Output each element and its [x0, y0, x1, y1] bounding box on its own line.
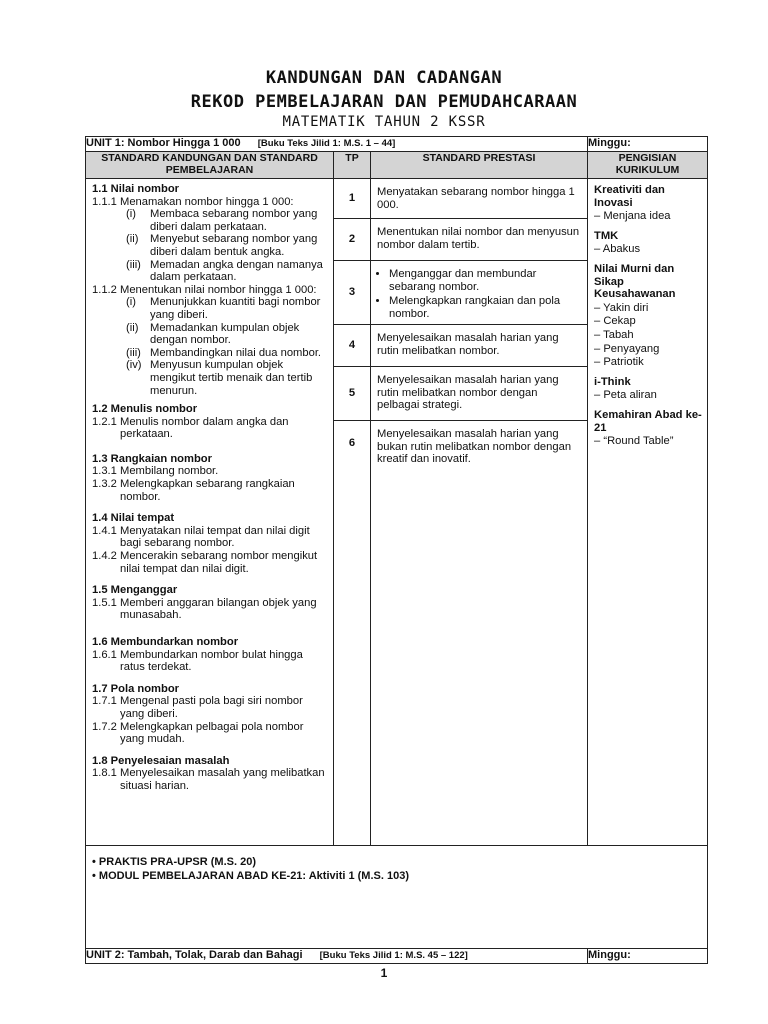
sp-item: 1.2.1 Menulis nombor dalam angka dan perkataan.: [92, 415, 289, 441]
pk-column: [588, 179, 708, 846]
sp-descriptor: Menyelesaikan masalah harian yang rutin melibatkan nombor.: [371, 325, 587, 367]
sp-item: 1.1.1 Menamakan nombor hingga 1 000:: [92, 195, 294, 208]
sp-item: 1.3.2 Melengkapkan sebarang rangkaian nombor.: [92, 478, 295, 503]
sp-subitem: (i) Menunjukkan kuantiti bagi nombor yang diberi.: [126, 296, 321, 321]
document-title: KANDUNGAN DAN CADANGAN: [265, 68, 503, 88]
pk-heading: Kemahiran Abad ke-21: [594, 408, 702, 434]
col-header-sp: STANDARD PRESTASI: [371, 152, 588, 179]
unit1-minggu: Minggu:: [588, 137, 708, 152]
col-header-tp: TP: [334, 152, 371, 179]
sp-bullet: • Melengkapkan rangkaian dan pola nombor.: [389, 295, 581, 320]
sp-bullet: • Menganggar dan membundar sebarang nombor.: [389, 268, 581, 293]
pk-item: – Peta aliran: [594, 389, 657, 402]
section-heading: 1.5 Menganggar: [92, 584, 178, 597]
notes-row: [86, 846, 708, 949]
sp-subitem: (iii) Memadan angka dengan namanya dalam perkataan.: [126, 258, 323, 284]
section-heading: 1.3 Rangkaian nombor: [92, 452, 212, 465]
subject-line: MATEMATIK TAHUN 2 KSSR: [282, 114, 486, 130]
sp-item: 1.4.1 Menyatakan nilai tempat dan nilai digit bagi sebarang nombor.: [92, 524, 310, 550]
col-header-pk: PENGISIAN KURIKULUM: [588, 152, 708, 179]
sp-bullet-list: [377, 268, 581, 322]
sp-item: 1.8.1 Menyelesaikan masalah yang melibatkan situasi harian.: [92, 767, 325, 792]
sp-item: 1.7.2 Melengkapkan pelbagai pola nombor yang mudah.: [92, 720, 304, 746]
sp-descriptor: Menentukan nilai nombor dan menyusun nombor dalam tertib.: [371, 219, 587, 261]
unit1-label: UNIT 1: Nombor Hingga 1 000: [86, 137, 241, 149]
pk-item: – Cekap: [594, 315, 636, 328]
sp-item: 1.1.2 Menentukan nilai nombor hingga 1 000:: [92, 283, 317, 296]
sp-descriptor: Menyelesaikan masalah harian yang bukan rutin melibatkan nombor dengan kreatif dan inovatif.: [377, 428, 572, 466]
document-subtitle: REKOD PEMBELAJARAN DAN PEMUDAHCARAAN: [190, 92, 578, 112]
tp-level: 1: [334, 179, 370, 219]
pk-heading: Nilai Murni dan Sikap Keusahawanan: [594, 262, 676, 301]
pk-item: – Penyayang: [594, 342, 660, 355]
unit1-row: [86, 137, 708, 152]
pk-heading: i-Think: [594, 375, 631, 388]
pk-item: – “Round Table”: [594, 435, 674, 448]
pk-item: – Tabah: [594, 328, 634, 341]
sk-column: [86, 179, 334, 846]
pk-item: – Abakus: [594, 243, 641, 256]
pk-item: – Patriotik: [594, 356, 644, 369]
tp-level: 3: [334, 261, 370, 325]
sp-subitem: (ii) Memadankan kumpulan objek dengan nombor.: [126, 321, 300, 347]
section-heading: 1.2 Menulis nombor: [92, 403, 198, 416]
column-header-row: [86, 152, 708, 179]
pk-heading: Kreativiti dan Inovasi: [594, 184, 665, 209]
unit2-label: UNIT 2: Tambah, Tolak, Darab dan Bahagi: [86, 949, 303, 961]
sp-descriptor: Menyatakan sebarang nombor hingga 1 000.: [371, 179, 587, 219]
section-heading: 1.8 Penyelesaian masalah: [92, 754, 230, 767]
tp-level: 4: [334, 325, 370, 367]
section-heading: 1.6 Membundarkan nombor: [92, 636, 239, 648]
unit1-ref: [Buku Teks Jilid 1: M.S. 1 – 44]: [257, 138, 396, 149]
sp-item: 1.5.1 Memberi anggaran bilangan objek yang munasabah.: [92, 596, 317, 622]
section-heading: 1.7 Pola nombor: [92, 682, 180, 695]
unit2-minggu: Minggu:: [588, 949, 708, 964]
note-item: • MODUL PEMBELAJARAN ABAD KE-21: Aktiviti 1 (M.S. 103): [92, 870, 409, 882]
tp-level: 6: [348, 437, 356, 449]
sp-subitem: (iv) Menyusun kumpulan objek mengikut tertib menaik dan tertib menurun.: [126, 359, 313, 397]
sp-descriptor: [371, 261, 587, 325]
sp-item: 1.7.1 Mengenal pasti pola bagi siri nombor yang diberi.: [92, 695, 303, 720]
sp-subitem: (ii) Menyebut sebarang nombor yang diberi dalam bentuk angka.: [126, 233, 318, 258]
sp-descriptor: Menyelesaikan masalah harian yang rutin melibatkan nombor dengan pelbagai strategi.: [371, 367, 587, 421]
tp-column: [334, 179, 371, 846]
pk-item: – Yakin diri: [594, 301, 649, 314]
content-row: [86, 179, 708, 846]
sp-item: 1.6.1 Membundarkan nombor bulat hingga ratus terdekat.: [92, 648, 303, 674]
section-heading: 1.1 Nilai nombor: [92, 183, 180, 195]
sp-subitem: (iii) Membandingkan nilai dua nombor.: [126, 346, 322, 359]
sp-item: 1.4.2 Mencerakin sebarang nombor mengikut nilai tempat dan nilai digit.: [92, 550, 318, 575]
tp-level: 2: [334, 219, 370, 261]
unit2-row: [86, 949, 708, 964]
sp-column: [371, 179, 588, 846]
section-heading: 1.4 Nilai tempat: [92, 512, 175, 525]
tp-level: 5: [334, 367, 370, 421]
pk-item: – Menjana idea: [594, 210, 671, 223]
sp-item: 1.3.1 Membilang nombor.: [92, 465, 219, 478]
unit2-ref: [Buku Teks Jilid 1: M.S. 45 – 122]: [319, 950, 468, 961]
sp-subitem: (i) Membaca sebarang nombor yang diberi dalam perkataan.: [126, 208, 318, 233]
col-header-sk: STANDARD KANDUNGAN DAN STANDARD PEMBELAJARAN: [86, 152, 334, 179]
note-item: • PRAKTIS PRA-UPSR (M.S. 20): [92, 856, 256, 868]
pk-heading: TMK: [594, 229, 619, 242]
rpp-table: [85, 136, 708, 964]
page-number: 1: [380, 966, 388, 980]
